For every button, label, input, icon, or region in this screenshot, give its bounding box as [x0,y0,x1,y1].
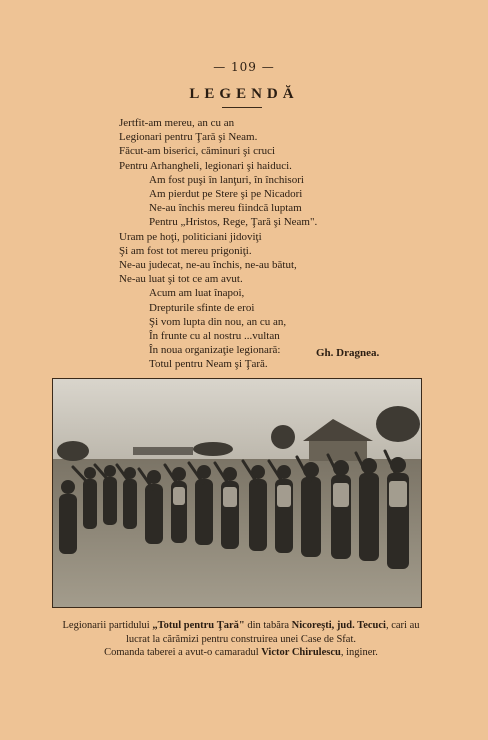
title-underline [222,107,262,108]
caption-text: Comanda taberei a avut-o camaradul [104,647,262,658]
caption-text: , cari au lucrat la cărămizi pentru construirea unei Case de Sfat. [125,620,420,645]
caption-location: Nicoreşti, jud. Tecuci [291,620,386,631]
poem-line: În noua organizaţie legionară: [149,344,281,357]
poem-line: Şi am fost tot mereu prigoniţi. [119,244,252,257]
poem-line: Uram pe hoţi, politiciani jidoviţi [119,230,262,243]
poem-line: Ne-au luat şi tot ce am avut. [119,273,243,286]
poem-line: Pentru „Hristos, Rege, Ţară şi Neam". [149,216,318,229]
poem-line: Totul pentru Neam şi Ţară. [149,358,268,371]
caption-text: din tabăra [244,620,292,631]
poem-line: Legionari pentru Ţară şi Neam. [119,131,258,144]
poem-body [119,116,379,372]
caption-party-name: „Totul pentru Ţară" [152,620,245,631]
caption-line-2 [60,646,422,660]
poem-line: Pentru Arhangheli, legionari şi haiduci. [119,159,292,172]
poem-line: Făcut-am biserici, căminuri şi cruci [119,145,276,158]
poem-line: Am pierdut pe Stere şi pe Nicadori [149,188,303,201]
poem-author: Gh. Dragnea. [316,347,380,359]
poem-title: LEGENDĂ [189,86,299,102]
caption-commander-name: Victor Chirulescu [261,647,341,658]
photo-illustration [53,379,421,607]
caption-line-1 [60,619,422,646]
poem-line: Jertfit-am mereu, an cu an [119,117,235,129]
page-number: — 109 — [213,60,275,74]
poem-line: În frunte cu al nostru ...vultan [149,330,280,343]
poem-line: Drepturile sfinte de eroi [149,301,255,314]
poem-line: Ne-au judecat, ne-au închis, ne-au bătut, [119,259,297,272]
caption-text: Legionarii partidului [62,620,153,631]
poem-line: Şi vom lupta din nou, an cu an, [149,315,287,328]
poem-line: Ne-au închis mereu fiindcă luptam [149,202,302,215]
caption-text: , inginer. [340,647,378,658]
group-photograph [52,378,422,608]
poem-line: Acum am luat înapoi, [149,287,245,300]
photo-caption [60,619,422,660]
poem-line: Am fost puşi în lanţuri, în închisori [149,173,304,186]
